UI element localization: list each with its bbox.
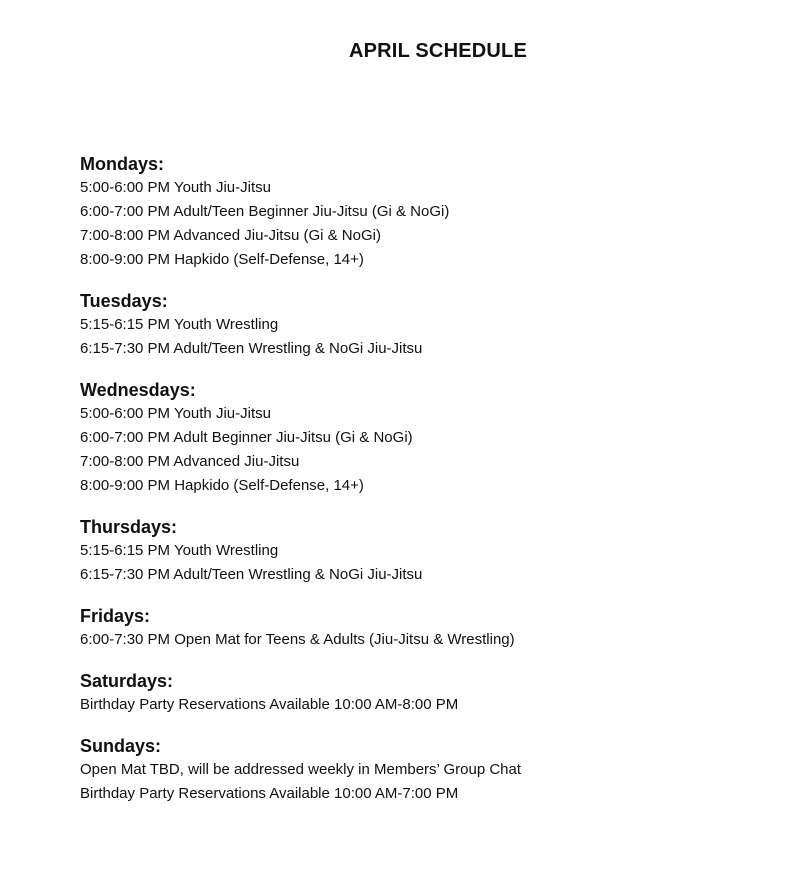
day-section-sundays bbox=[80, 734, 780, 806]
schedule-line: Open Mat TBD, will be addressed weekly in Members’ Group Chat bbox=[80, 761, 522, 778]
schedule-line: 5:15-6:15 PM Youth Wrestling bbox=[80, 316, 279, 333]
schedule-line: 5:15-6:15 PM Youth Wrestling bbox=[80, 542, 279, 559]
schedule-line: 5:00-6:00 PM Youth Jiu-Jitsu bbox=[80, 179, 271, 196]
schedule-line: 8:00-9:00 PM Hapkido (Self-Defense, 14+) bbox=[80, 477, 364, 494]
schedule-list bbox=[80, 152, 780, 823]
schedule-line: 6:15-7:30 PM Adult/Teen Wrestling & NoGi Jiu-Jitsu bbox=[80, 566, 423, 583]
day-heading: Fridays: bbox=[80, 606, 151, 626]
schedule-line: 8:00-9:00 PM Hapkido (Self-Defense, 14+) bbox=[80, 251, 364, 268]
day-heading: Wednesdays: bbox=[80, 380, 196, 400]
schedule-line: Birthday Party Reservations Available 10:00 AM-8:00 PM bbox=[80, 696, 459, 713]
day-heading: Tuesdays: bbox=[80, 291, 168, 311]
schedule-line: 6:15-7:30 PM Adult/Teen Wrestling & NoGi Jiu-Jitsu bbox=[80, 340, 423, 357]
day-section-tuesdays bbox=[80, 289, 780, 361]
schedule-line: 7:00-8:00 PM Advanced Jiu-Jitsu (Gi & NoGi) bbox=[80, 227, 381, 244]
schedule-line: 6:00-7:00 PM Adult/Teen Beginner Jiu-Jitsu (Gi & NoGi) bbox=[80, 203, 450, 220]
day-heading: Mondays: bbox=[80, 154, 165, 174]
day-section-thursdays bbox=[80, 515, 780, 587]
day-section-mondays bbox=[80, 152, 780, 272]
schedule-line: 5:00-6:00 PM Youth Jiu-Jitsu bbox=[80, 405, 271, 422]
schedule-line: 7:00-8:00 PM Advanced Jiu-Jitsu bbox=[80, 453, 300, 470]
page-title: APRIL SCHEDULE bbox=[348, 40, 527, 62]
day-section-wednesdays bbox=[80, 378, 780, 498]
day-section-fridays bbox=[80, 604, 780, 652]
schedule-line: 6:00-7:30 PM Open Mat for Teens & Adults (Jiu-Jitsu & Wrestling) bbox=[80, 631, 515, 648]
schedule-line: 6:00-7:00 PM Adult Beginner Jiu-Jitsu (Gi & NoGi) bbox=[80, 429, 413, 446]
schedule-line: Birthday Party Reservations Available 10:00 AM-7:00 PM bbox=[80, 785, 459, 802]
day-section-saturdays bbox=[80, 669, 780, 717]
day-heading: Sundays: bbox=[80, 736, 162, 756]
day-heading: Saturdays: bbox=[80, 671, 174, 691]
day-heading: Thursdays: bbox=[80, 517, 178, 537]
